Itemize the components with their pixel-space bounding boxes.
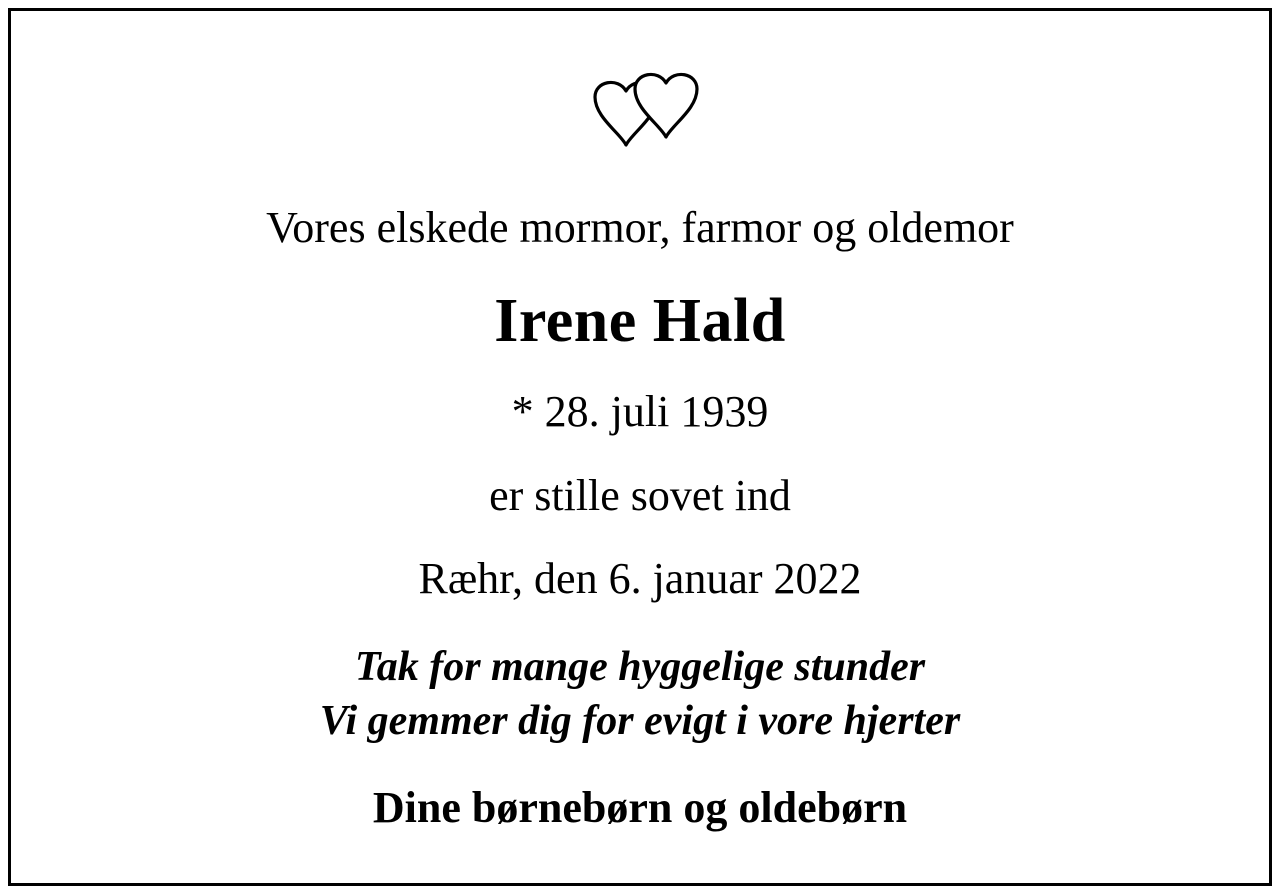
obituary-notice <box>8 8 1272 886</box>
passing-statement: er stille sovet ind <box>489 471 791 521</box>
signature-text: Dine børnebørn og oldebørn <box>372 783 908 833</box>
deceased-name: Irene Hald <box>494 286 786 355</box>
double-hearts-icon <box>540 59 740 169</box>
verse-line-2: Vi gemmer dig for evigt i vore hjerter <box>319 697 961 744</box>
verse-line-1: Tak for mange hyggelige stunder <box>354 643 926 690</box>
birth-date: * 28. juli 1939 <box>511 386 769 436</box>
relation-intro-text: Vores elskede mormor, farmor og oldemor <box>266 203 1014 252</box>
place-and-date-of-death: Ræhr, den 6. januar 2022 <box>418 554 862 604</box>
